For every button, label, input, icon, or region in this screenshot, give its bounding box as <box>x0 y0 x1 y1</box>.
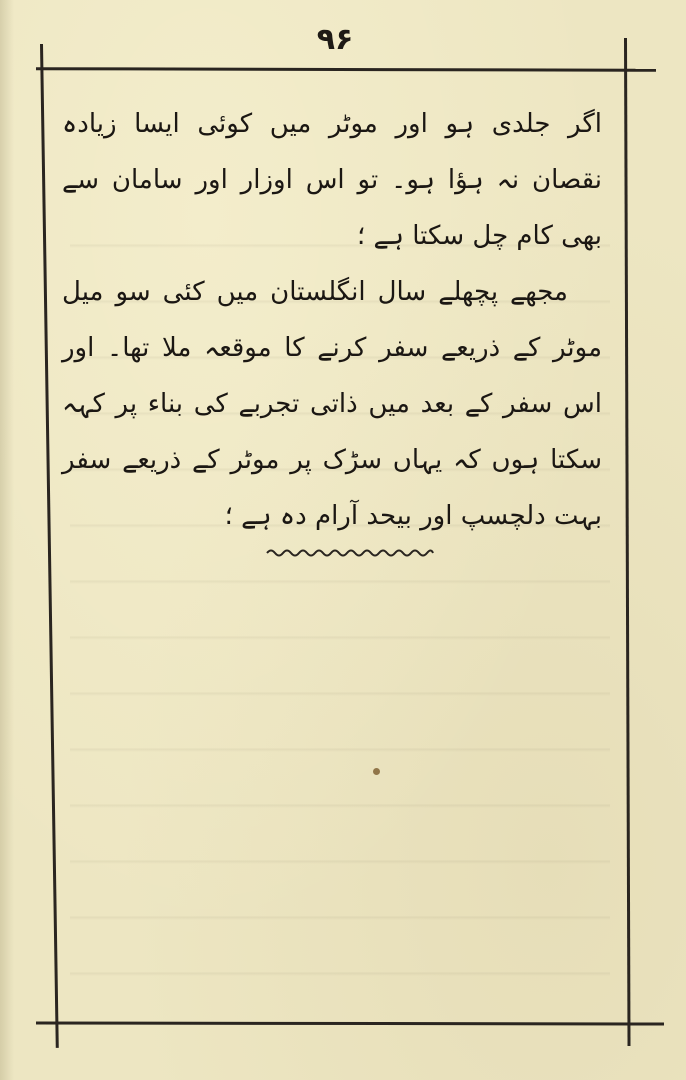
bottom-border-rule <box>36 1021 664 1025</box>
paragraph-1: اگر جلدی ہو اور موٹر میں کوئی ایسا زیادہ نقصان نہ ہؤا ہو۔ تو اس اوزار اور سامان سے بھی کام چل سکتا ہے ؛ <box>62 109 602 251</box>
paragraph-2: مجھے پچھلے سال انگلستان میں کئی سو میل موٹر کے ذریعے سفر کرنے کا موقعہ ملا تھا۔ اور اس سفر کے بعد میں ذاتی تجربے کی بناء پر کہہ سکتا ہوں کہ یہاں سڑک پر موٹر کے ذریعے سفر بہت دلچسپ اور بیحد آرام دہ ہے ؛ <box>62 277 602 531</box>
wavy-separator <box>265 544 435 560</box>
top-border-rule <box>36 67 656 72</box>
body-text <box>62 96 602 544</box>
ink-spot <box>373 768 380 775</box>
right-border-rule <box>624 38 631 1046</box>
left-border-rule <box>40 44 59 1048</box>
page-number: ۹۶ <box>316 22 354 57</box>
binding-shadow <box>0 0 14 1080</box>
